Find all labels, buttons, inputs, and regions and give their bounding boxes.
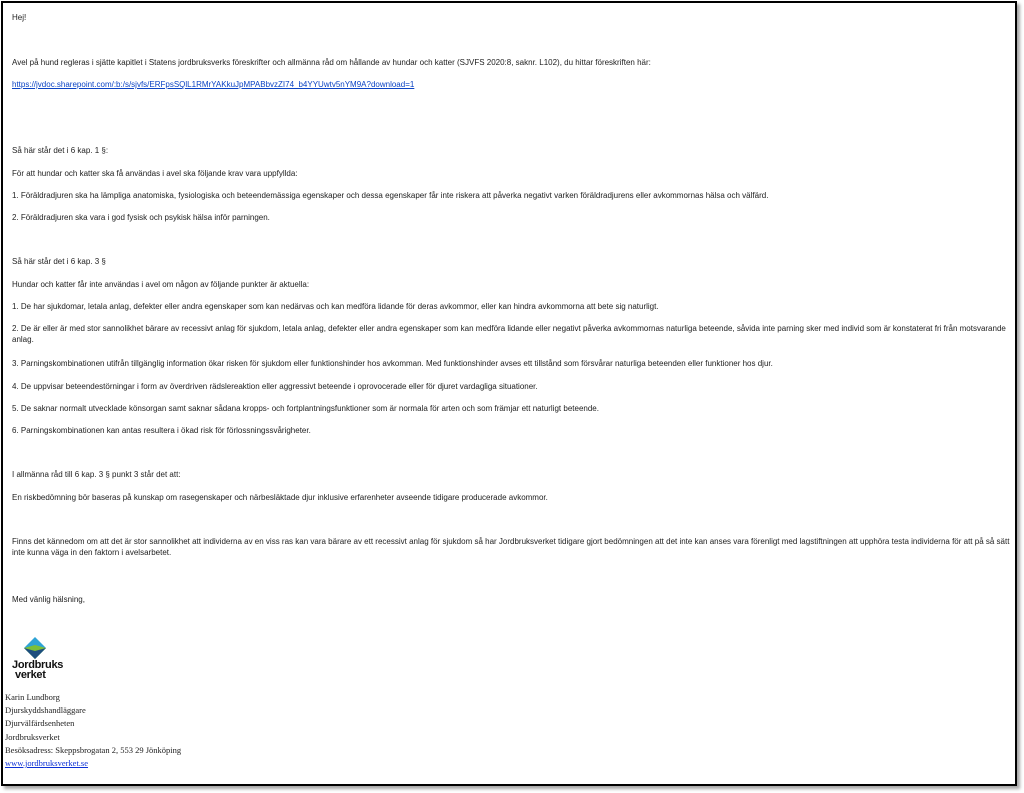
logo-mark-icon	[24, 637, 46, 659]
jordbruksverket-logo	[12, 637, 64, 687]
section1-item: 1. Föräldradjuren ska ha lämpliga anatomiska, fysiologiska och beteendemässiga egenskaper och dessa egenskaper får inte riskera att påverka negativt varken föräldradjurens eller avkommornas hälsa och välfärd.	[12, 191, 769, 200]
section1-item: 2. Föräldradjuren ska vara i god fysisk och psykisk hälsa inför parningen.	[12, 213, 270, 222]
regulation-link[interactable]: https://jvdoc.sharepoint.com/:b:/s/sjvfs/ERFpsSQlL1RMrYAKkuJpMPABbvzZI74_b4YYUwtv5nYM9A?download=1	[12, 80, 415, 89]
greeting: Hej!	[12, 13, 27, 22]
section1-lead: För att hundar och katter ska få användas i avel ska följande krav vara uppfyllda:	[12, 169, 298, 178]
section2-lead: Hundar och katter får inte användas i avel om någon av följande punkter är aktuella:	[12, 280, 310, 289]
intro-paragraph: Avel på hund regleras i sjätte kapitlet i Statens jordbruksverks föreskrifter och allmänna råd om hållande av hundar och katter (SJVFS 2020:8, saknr. L102), du hittar föreskriften här:	[12, 58, 651, 67]
signature-title: Djurskyddshandläggare	[5, 705, 86, 716]
section1-heading: Så här står det i 6 kap. 1 §:	[12, 146, 109, 155]
section2-item: 4. De uppvisar beteendestörningar i form av överdriven rädslereaktion eller aggressivt beteende i oprovocerade eller för djuret vardagliga situationer.	[12, 382, 538, 391]
signature-block	[5, 691, 181, 770]
logo-word-line2: verket	[15, 669, 46, 681]
signature-org: Jordbruksverket	[5, 731, 60, 742]
section2-item: 3. Parningskombinationen utifrån tillgänglig information ökar risken för sjukdom eller funktionshinder hos avkomman. Med funktionshinder avses ett tillstånd som försvårar naturliga beteenden eller funktioner hos djur.	[12, 359, 773, 368]
section2-heading: Så här står det i 6 kap. 3 §	[12, 257, 106, 266]
logo-word-line1: Jordbruks	[12, 659, 64, 671]
email-frame	[1, 1, 1017, 786]
section2-item: 2. De är eller är med stor sannolikhet bärare av recessivt anlag för sjukdom, letala anlag, defekter eller andra egenskaper som kan medföra lidande eller negativt påverka avkommornas naturliga beteende, såvida inte parning sker med individ som är konstaterat fri från motsvarande anlag.	[12, 324, 1006, 344]
signature-name: Karin Lundborg	[5, 692, 60, 702]
closing: Med vänlig hälsning,	[12, 595, 85, 604]
signature-unit: Djurvälfärdsenheten	[5, 718, 75, 729]
section2-item: 1. De har sjukdomar, letala anlag, defekter eller andra egenskaper som kan nedärvas och kan medföra lidande för deras avkommor, eller kan hindra avkommorna att bete sig naturligt.	[12, 302, 659, 311]
signature-address: Besöksadress: Skeppsbrogatan 2, 553 29 Jönköping	[5, 744, 182, 755]
section2-item: 5. De saknar normalt utvecklade könsorgan samt saknar sådana kropps- och fortplantningsfunktioner som är normala för arten och som främjar ett naturligt beteende.	[12, 404, 599, 413]
conclusion-paragraph: Finns det kännedom om att det är stor sannolikhet att individerna av en viss ras kan vara bärare av ett recessivt anlag för sjukdom så har Jordbruksverket tidigare gjort bedömningen att det inte kan anses vara förenligt med lagstiftningen att upphöra testa individerna för att på så sätt inte kunna väga in den faktorn i avelsarbetet.	[12, 537, 1010, 557]
section2-item: 6. Parningskombinationen kan antas resultera i ökad risk för förlossningssvårigheter.	[12, 426, 311, 435]
section3-text: En riskbedömning bör baseras på kunskap om rasegenskaper och närbesläktade djur inklusive erfarenheter avseende tidigare producerade avkommor.	[12, 493, 548, 502]
signature-website-link[interactable]: www.jordbruksverket.se	[5, 758, 89, 769]
section3-heading: I allmänna råd till 6 kap. 3 § punkt 3 står det att:	[12, 470, 181, 479]
